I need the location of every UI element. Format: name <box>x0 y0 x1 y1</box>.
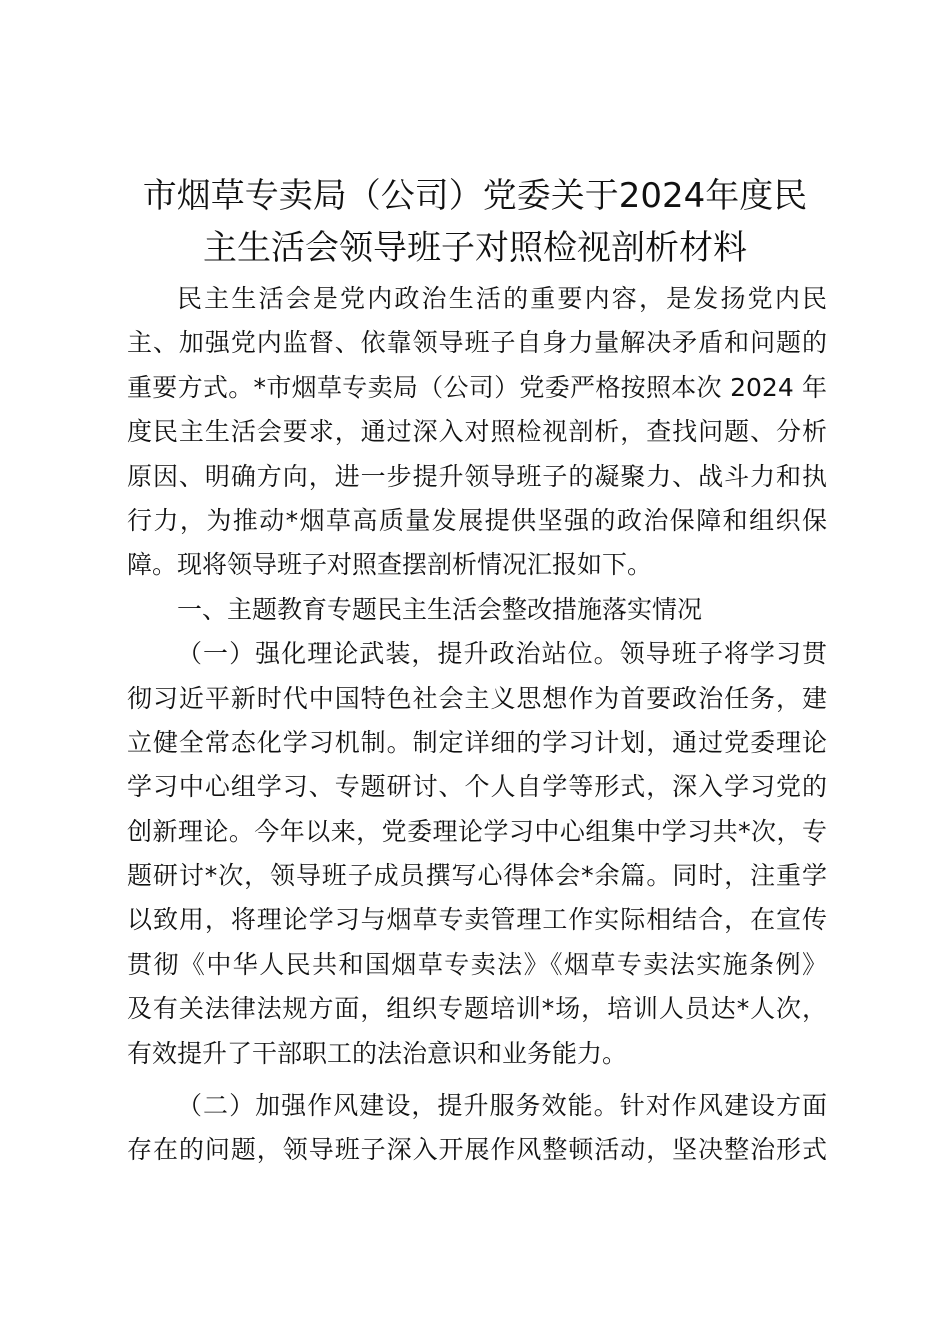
paragraph-line: 以致用，将理论学习与烟草专卖管理工作实际相结合，在宣传 <box>127 905 827 935</box>
paragraph-line: 原因、明确方向，进一步提升领导班子的凝聚力、战斗力和执 <box>127 461 827 491</box>
paragraph-line: 民主生活会是党内政治生活的重要内容，是发扬党内民 <box>177 284 827 313</box>
paragraph-line: 障。现将领导班子对照查摆剖析情况汇报如下。 <box>127 550 653 580</box>
title-line: 市烟草专卖局（公司）党委关于2024年度民 <box>142 176 808 216</box>
document-title <box>110 170 840 274</box>
paragraph-line: 彻习近平新时代中国特色社会主义思想作为首要政治任务，建 <box>127 683 827 713</box>
paragraph-line: （二）加强作风建设，提升服务效能。针对作风建设方面 <box>177 1091 827 1121</box>
title-line: 主生活会领导班子对照检视剖析材料 <box>203 228 747 268</box>
paragraph-line: 度民主生活会要求，通过深入对照检视剖析，查找问题、分析 <box>127 417 827 447</box>
paragraph-line: 贯彻《中华人民共和国烟草专卖法》《烟草专卖法实施条例》 <box>127 949 827 979</box>
paragraph-line: 重要方式。*市烟草专卖局（公司）党委严格按照本次 2024 年 <box>127 372 827 402</box>
paragraph-line: 题研讨*次，领导班子成员撰写心得体会*余篇。同时，注重学 <box>127 861 827 891</box>
paragraph-line: 学习中心组学习、专题研讨、个人自学等形式，深入学习党的 <box>127 772 827 802</box>
paragraph-line: 存在的问题，领导班子深入开展作风整顿活动，坚决整治形式 <box>127 1135 827 1165</box>
paragraph-line: 立健全常态化学习机制。制定详细的学习计划，通过党委理论 <box>127 727 827 757</box>
paragraph-line: 及有关法律法规方面，组织专题培训*场，培训人员达*人次， <box>127 994 827 1024</box>
paragraph-line: 行力，为推动*烟草高质量发展提供坚强的政治保障和组织保 <box>127 505 827 535</box>
paragraph-line: 有效提升了干部职工的法治意识和业务能力。 <box>127 1038 628 1068</box>
paragraph-line: 主、加强党内监督、依靠领导班子自身力量解决矛盾和问题的 <box>127 328 827 358</box>
paragraph-line: （一）强化理论武装，提升政治站位。领导班子将学习贯 <box>177 639 827 669</box>
paragraph-line: 创新理论。今年以来，党委理论学习中心组集中学习共*次，专 <box>127 816 827 846</box>
section-heading: 一、主题教育专题民主生活会整改措施落实情况 <box>177 594 703 624</box>
document-body <box>127 277 827 1173</box>
